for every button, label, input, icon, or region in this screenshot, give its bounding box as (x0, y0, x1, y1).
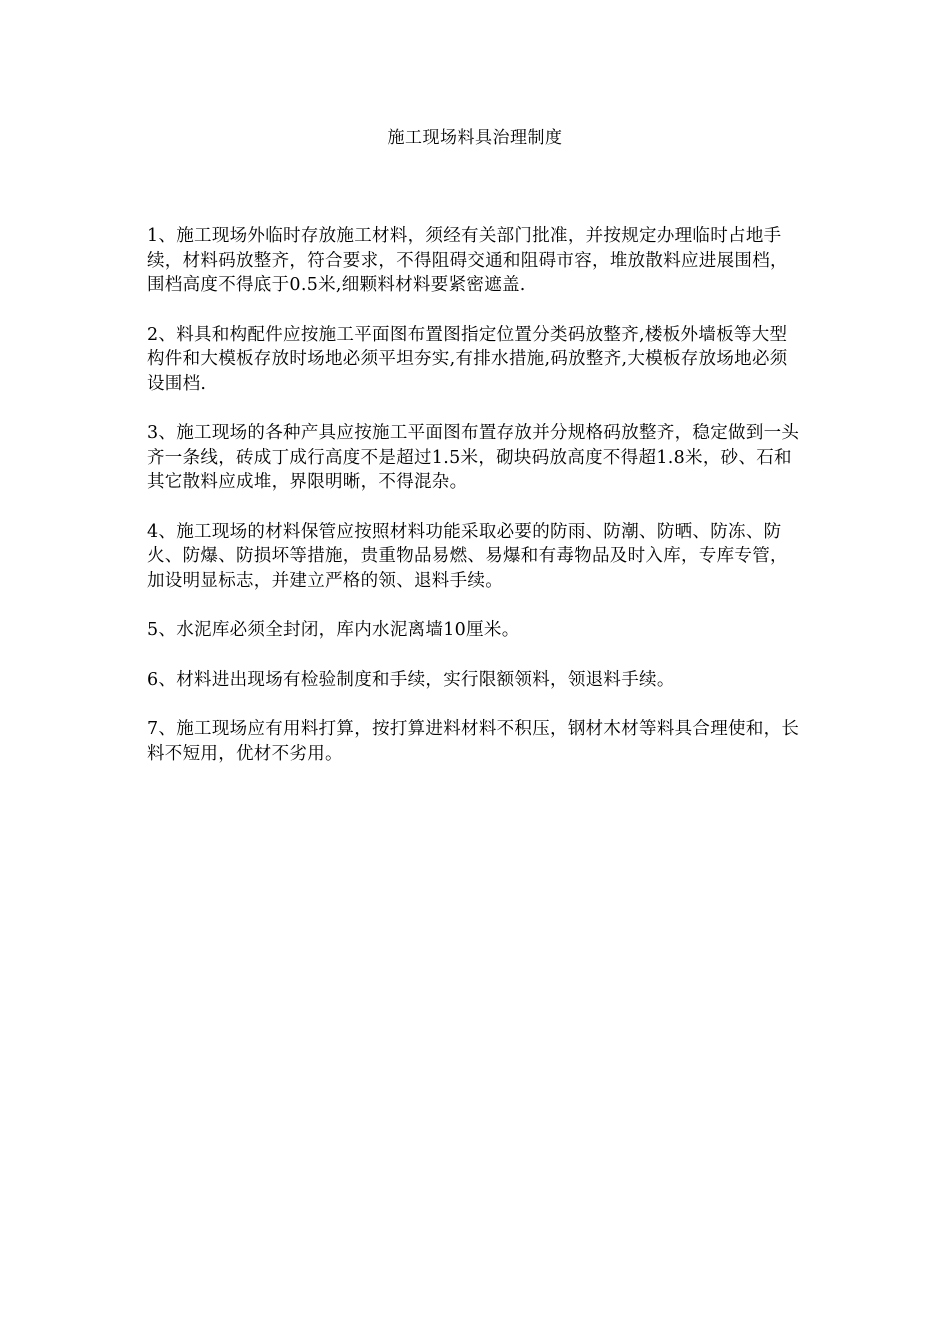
document-body (147, 224, 802, 791)
paragraph-6: 6、材料进出现场有检验制度和手续，实行限额领料，领退料手续。 (147, 669, 675, 690)
paragraph-3: 3、施工现场的各种产具应按施工平面图布置存放并分规格码放整齐，稳定做到一头齐一条线，砖成丁成行高度不是超过1.5米，砌块码放高度不得超1.8米，砂、石和其它散料应成堆，界限明晰，不得混杂。 (147, 423, 800, 492)
paragraph-2: 2、料具和构配件应按施工平面图布置图指定位置分类码放整齐,楼板外墙板等大型构件和大模板存放时场地必须平坦夯实,有排水措施,码放整齐,大模板存放场地必须设围档. (147, 324, 788, 394)
paragraph-7: 7、施工现场应有用料打算，按打算进料材料不积压，钢材木材等料具合理使和，长料不短用，优材不劣用。 (147, 719, 800, 764)
paragraph-1: 1、施工现场外临时存放施工材料，须经有关部门批准，并按规定办理临时占地手续，材料码放整齐，符合要求，不得阻碍交通和阻碍市容，堆放散料应进展围档，围档高度不得底于0.5米,细颗料材料要紧密遮盖. (147, 226, 788, 295)
paragraph-4: 4、施工现场的材料保管应按照材料功能采取必要的防雨、防潮、防晒、防冻、防火、防爆、防损坏等措施，贵重物品易燃、易爆和有毒物品及时入库，专库专管，加设明显标志，并建立严格的领、退料手续。 (147, 521, 788, 591)
paragraph-5: 5、水泥库必须全封闭，库内水泥离墙10厘米。 (147, 620, 520, 640)
document-title: 施工现场料具治理制度 (387, 128, 563, 148)
